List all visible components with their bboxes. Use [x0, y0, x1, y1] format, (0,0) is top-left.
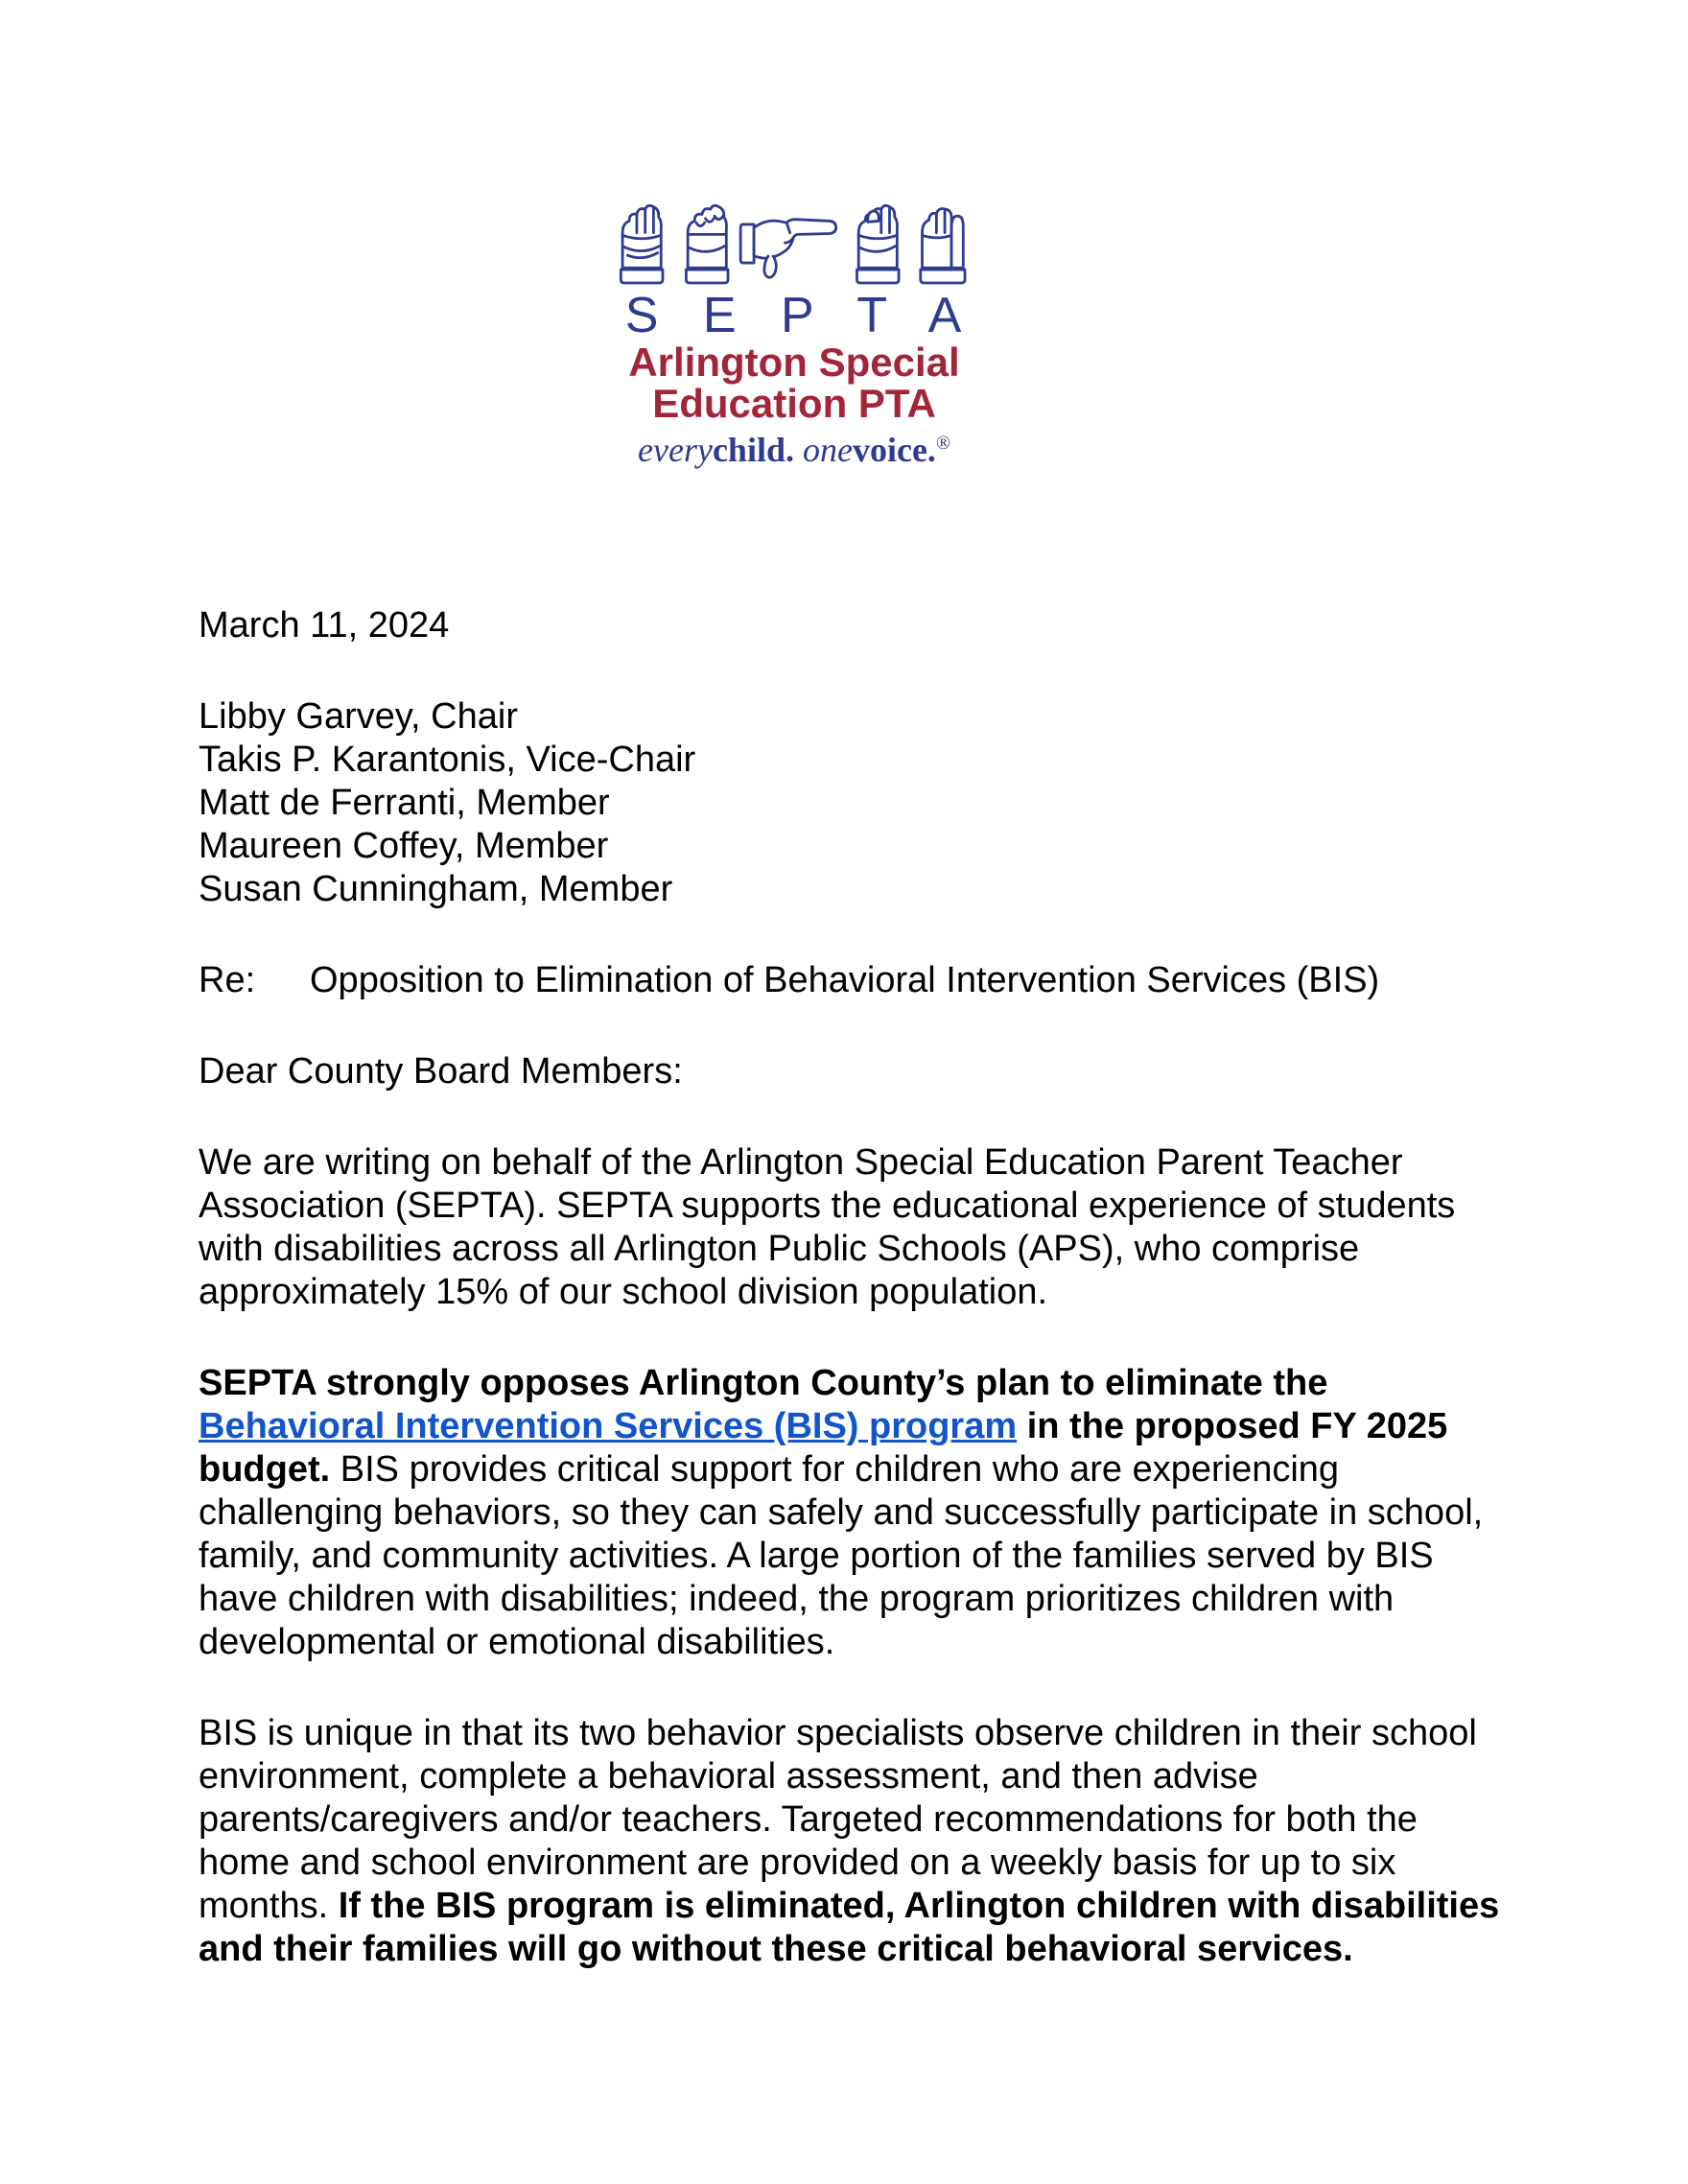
- text-line: have children with disabilities; indeed, the program prioritizes children with: [199, 1579, 1395, 1619]
- text-line: and their families will go without these critical behavioral services.: [199, 1929, 1353, 1969]
- recipient-line: Maureen Coffey, Member: [199, 826, 609, 866]
- text-line: challenging behaviors, so they can safely and successfully participate in school,: [199, 1492, 1484, 1533]
- text-line: home and school environment are provided on a weekly basis for up to six: [199, 1843, 1396, 1883]
- re-label: Re:: [199, 960, 256, 1000]
- logo-acronym: S E P T A: [624, 288, 977, 343]
- text-line: BIS is unique in that its two behavior specialists observe children in their school: [199, 1713, 1477, 1753]
- recipient-line: Matt de Ferranti, Member: [199, 783, 610, 823]
- paragraph-intro: [199, 1141, 1493, 1314]
- text-line: family, and community activities. A large portion of the families served by BIS: [199, 1536, 1434, 1576]
- text-line: parents/caregivers and/or teachers. Targeted recommendations for both the: [199, 1799, 1418, 1840]
- salutation: Dear County Board Members:: [199, 1051, 683, 1092]
- recipient-line: Takis P. Karantonis, Vice-Chair: [199, 740, 696, 780]
- text-line: budget. BIS provides critical support for children who are experiencing: [199, 1449, 1340, 1490]
- paragraph-bis-description: [199, 1712, 1500, 1971]
- text-line: developmental or emotional disabilities.: [199, 1622, 835, 1662]
- letter-body: [199, 604, 1500, 1971]
- text-line: We are writing on behalf of the Arlington Special Education Parent Teacher: [199, 1142, 1403, 1183]
- septa-logo: [602, 198, 986, 469]
- text-line: environment, complete a behavioral assessment, and then advise: [199, 1756, 1258, 1797]
- text-line: approximately 15% of our school division population.: [199, 1272, 1048, 1312]
- logo-tagline: everychild. onevoice.®: [638, 431, 950, 469]
- text-line: Association (SEPTA). SEPTA supports the educational experience of students: [199, 1186, 1456, 1226]
- logo-name-line1: Arlington Special: [628, 340, 960, 385]
- logo-name-line2: Education PTA: [652, 381, 936, 426]
- text-line: months. If the BIS program is eliminated, Arlington children with disabilities: [199, 1886, 1500, 1926]
- recipient-line: Susan Cunningham, Member: [199, 869, 673, 909]
- re-subject: Opposition to Elimination of Behavioral Intervention Services (BIS): [310, 960, 1380, 1000]
- re-line: [199, 959, 1493, 1002]
- text-line: with disabilities across all Arlington Public Schools (APS), who comprise: [199, 1229, 1360, 1269]
- letter-date: March 11, 2024: [199, 605, 450, 646]
- text-line: SEPTA strongly opposes Arlington County’s plan to eliminate the: [199, 1363, 1328, 1403]
- recipient-list: [199, 695, 1493, 911]
- recipient-line: Libby Garvey, Chair: [199, 696, 518, 737]
- bis-program-link[interactable]: Behavioral Intervention Services (BIS) program: [199, 1406, 1018, 1446]
- paragraph-opposition: [199, 1362, 1493, 1664]
- asl-hands-icon: [602, 198, 986, 290]
- text-line: Behavioral Intervention Services (BIS) program in the proposed FY 2025: [199, 1406, 1448, 1446]
